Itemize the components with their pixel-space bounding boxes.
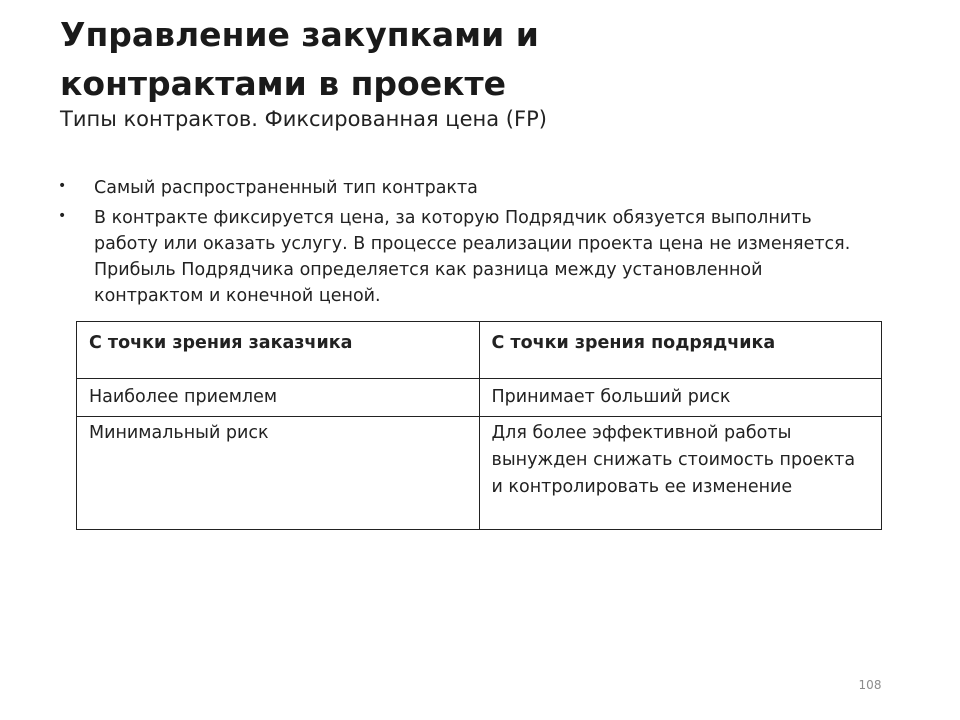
table-cell: Для более эффективной работы вынужден снижать стоимость проекта и контролировать ее изменение bbox=[479, 417, 882, 530]
table-cell: Наиболее приемлем bbox=[77, 379, 480, 417]
comparison-table bbox=[76, 321, 882, 530]
bullet-text: В контракте фиксируется цена, за которую Подрядчик обязуется выполнить работу или оказать услугу. В процессе реализации проекта цена не изменяется. Прибыль Подрядчика определяется как разница между установленной контрактом и конечной ценой. bbox=[94, 208, 851, 306]
slide-title-line-1: Управление закупками и bbox=[60, 15, 539, 54]
table-header-customer: С точки зрения заказчика bbox=[77, 322, 480, 379]
bullet-item bbox=[56, 205, 856, 309]
slide-title bbox=[60, 10, 920, 108]
page-number: 108 bbox=[858, 678, 882, 692]
bullet-list bbox=[56, 175, 856, 313]
slide-subtitle: Типы контрактов. Фиксированная цена (FP) bbox=[60, 107, 547, 131]
bullet-marker: • bbox=[58, 208, 67, 224]
table-row bbox=[77, 379, 882, 417]
table-cell: Принимает больший риск bbox=[479, 379, 882, 417]
slide-title-line-2: контрактами в проекте bbox=[60, 64, 507, 103]
bullet-item bbox=[56, 175, 856, 201]
bullet-marker: • bbox=[58, 178, 67, 194]
table-cell: Минимальный риск bbox=[77, 417, 480, 530]
table-header-contractor: С точки зрения подрядчика bbox=[479, 322, 882, 379]
bullet-text: Самый распространенный тип контракта bbox=[94, 178, 478, 198]
table-header-row bbox=[77, 322, 882, 379]
table-row bbox=[77, 417, 882, 530]
